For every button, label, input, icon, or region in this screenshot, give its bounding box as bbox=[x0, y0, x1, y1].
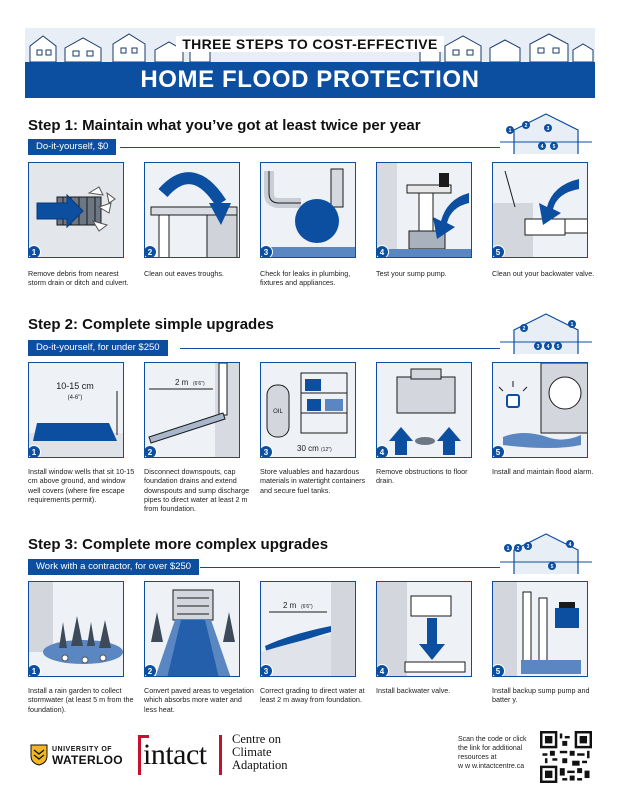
step-1-card-3 bbox=[260, 162, 356, 258]
step-2-num-2: 2 bbox=[144, 445, 157, 458]
waterloo-crest-icon bbox=[30, 744, 48, 766]
house-badge-5: 5 bbox=[552, 144, 556, 150]
intact-logo-text: intact bbox=[143, 738, 207, 771]
step-2-caption-3: Store valuables and hazardous materials in watertight containers and secure fuel tanks. bbox=[260, 467, 366, 495]
step-2-tag: Do-it-yourself, for under $250 bbox=[28, 340, 168, 356]
house-badge-3: 3 bbox=[546, 126, 550, 132]
centre-line-1: Centre on bbox=[232, 732, 281, 746]
window-well-icon bbox=[29, 363, 124, 458]
step-1-num-5: 5 bbox=[492, 245, 505, 258]
step-1-caption-1: Remove debris from nearest storm drain or ditch and culvert. bbox=[28, 269, 129, 288]
step-3-num-1: 1 bbox=[28, 664, 41, 677]
house-badge-3-a: 1 bbox=[506, 546, 510, 552]
resource-link[interactable]: w w w.intactcentre.ca bbox=[458, 763, 525, 770]
grading-icon bbox=[261, 582, 356, 677]
step-1-card-2 bbox=[144, 162, 240, 258]
step-3-caption-4: Install backwater valve. bbox=[376, 686, 451, 695]
centre-line-3: Adaptation bbox=[232, 758, 288, 772]
step-3-rule bbox=[200, 567, 500, 568]
step-1-caption-3: Check for leaks in plumbing, fixtures and appliances. bbox=[260, 269, 351, 288]
step-1-num-2: 2 bbox=[144, 245, 157, 258]
house-badge-3-b: 2 bbox=[516, 546, 520, 552]
plumbing-leak-icon bbox=[261, 163, 356, 258]
house-badge-2-c: 3 bbox=[536, 344, 540, 350]
flood-alarm-icon bbox=[493, 363, 588, 458]
step-3-card-2 bbox=[144, 581, 240, 677]
well-height-inch-label: (4-6") bbox=[67, 395, 83, 401]
step-2-card-5 bbox=[492, 362, 588, 458]
step-2-caption-2: Disconnect downspouts, cap foundation drains and extend downspouts and sump discharge pipes to direct water at least 2 m from foundation. bbox=[144, 467, 250, 514]
step-3-caption-1: Install a rain garden to collect stormwater (at least 5 m from the foundation). bbox=[28, 686, 134, 714]
step-3-caption-3: Correct grading to direct water at least 2 m away from foundation. bbox=[260, 686, 365, 705]
step-3-caption-2: Convert paved areas to vegetation which absorbs more water and less heat. bbox=[144, 686, 254, 714]
step-3-tag: Work with a contractor, for over $250 bbox=[28, 559, 199, 575]
step-3-card-3 bbox=[260, 581, 356, 677]
waterloo-small-text: UNIVERSITY OF bbox=[52, 746, 113, 753]
step-2-card-1 bbox=[28, 362, 124, 458]
permeable-paving-icon bbox=[145, 582, 240, 677]
step-1-card-4 bbox=[376, 162, 472, 258]
clearance-label: 30 cm bbox=[297, 444, 319, 453]
well-height-label: 10-15 cm bbox=[56, 381, 94, 391]
step-3-num-3: 3 bbox=[260, 664, 273, 677]
grading-distance-ft-label: (6'6") bbox=[301, 604, 313, 610]
rain-garden-icon bbox=[29, 582, 124, 677]
house-badge-3-e: 5 bbox=[550, 564, 554, 570]
step-1-house-icon bbox=[500, 110, 592, 156]
downspout-icon bbox=[145, 363, 240, 458]
house-badge-2-d: 4 bbox=[546, 344, 550, 350]
step-1-caption-5: Clean out your backwater valve. bbox=[492, 269, 595, 278]
floor-drain-icon bbox=[377, 363, 472, 458]
house-badge-4: 4 bbox=[540, 144, 544, 150]
grading-distance-label: 2 m bbox=[283, 601, 297, 610]
step-3-card-4 bbox=[376, 581, 472, 677]
step-2-num-5: 5 bbox=[492, 445, 505, 458]
backwater-valve-icon bbox=[493, 163, 588, 258]
header-title: HOME FLOOD PROTECTION bbox=[25, 62, 595, 98]
step-2-house-icon bbox=[500, 310, 592, 356]
clearance-inch-label: (12") bbox=[321, 447, 332, 453]
step-3-num-5: 5 bbox=[492, 664, 505, 677]
step-1-num-1: 1 bbox=[28, 245, 41, 258]
step-1-caption-4: Test your sump pump. bbox=[376, 269, 447, 278]
header-banner bbox=[25, 28, 595, 98]
waterloo-logo-text: WATERLOO bbox=[52, 753, 123, 767]
step-1-num-4: 4 bbox=[376, 245, 389, 258]
oil-label: OIL bbox=[273, 409, 283, 415]
step-2-card-2 bbox=[144, 362, 240, 458]
step-1-rule bbox=[120, 147, 500, 148]
sump-pump-icon bbox=[377, 163, 472, 258]
step-1-card-5 bbox=[492, 162, 588, 258]
step-2-rule bbox=[180, 348, 500, 349]
step-2-num-1: 1 bbox=[28, 445, 41, 458]
qr-code-icon[interactable] bbox=[540, 731, 592, 783]
backwater-valve-install-icon bbox=[377, 582, 472, 677]
step-3-house-icon bbox=[500, 530, 592, 576]
step-1-card-1 bbox=[28, 162, 124, 258]
step-1-caption-2: Clean out eaves troughs. bbox=[144, 269, 224, 278]
house-badge-3-d: 4 bbox=[568, 542, 572, 548]
step-2-caption-4: Remove obstructions to floor drain. bbox=[376, 467, 468, 486]
step-2-num-4: 4 bbox=[376, 445, 389, 458]
house-badge-2-a: 2 bbox=[522, 326, 526, 332]
step-2-card-3 bbox=[260, 362, 356, 458]
step-2-caption-5: Install and maintain flood alarm. bbox=[492, 467, 594, 476]
header-subtitle: THREE STEPS TO COST-EFFECTIVE bbox=[176, 36, 444, 52]
house-badge-2-b: 1 bbox=[570, 322, 574, 328]
centre-name bbox=[232, 733, 288, 772]
step-3-num-4: 4 bbox=[376, 664, 389, 677]
step-3-card-5 bbox=[492, 581, 588, 677]
scan-text: Scan the code or click the link for additional resources at bbox=[458, 736, 527, 761]
house-badge-3-c: 3 bbox=[526, 544, 530, 550]
step-2-num-3: 3 bbox=[260, 445, 273, 458]
storage-shelf-icon bbox=[261, 363, 356, 458]
step-3-num-2: 2 bbox=[144, 664, 157, 677]
step-1-num-3: 3 bbox=[260, 245, 273, 258]
step-2-caption-1: Install window wells that sit 10-15 cm above ground, and window well covers (where fire escape requirements permit). bbox=[28, 467, 135, 504]
backup-sump-pump-icon bbox=[493, 582, 588, 677]
step-1-title: Step 1: Maintain what you’ve got at least twice per year bbox=[28, 117, 421, 134]
step-2-card-4 bbox=[376, 362, 472, 458]
step-3-card-1 bbox=[28, 581, 124, 677]
house-badge-2: 2 bbox=[524, 123, 528, 129]
centre-line-2: Climate bbox=[232, 745, 272, 759]
downspout-distance-ft-label: (6'6") bbox=[193, 381, 205, 387]
step-1-tag: Do-it-yourself, $0 bbox=[28, 139, 116, 155]
eaves-trough-icon bbox=[145, 163, 240, 258]
storm-drain-icon bbox=[29, 163, 124, 258]
step-3-caption-5: Install backup sump pump and batter y. bbox=[492, 686, 590, 705]
downspout-distance-label: 2 m bbox=[175, 378, 189, 387]
step-3-title: Step 3: Complete more complex upgrades bbox=[28, 536, 329, 553]
scan-instructions bbox=[458, 735, 538, 771]
step-2-title: Step 2: Complete simple upgrades bbox=[28, 316, 274, 333]
house-badge-1: 1 bbox=[508, 128, 512, 134]
house-badge-2-e: 5 bbox=[556, 344, 560, 350]
